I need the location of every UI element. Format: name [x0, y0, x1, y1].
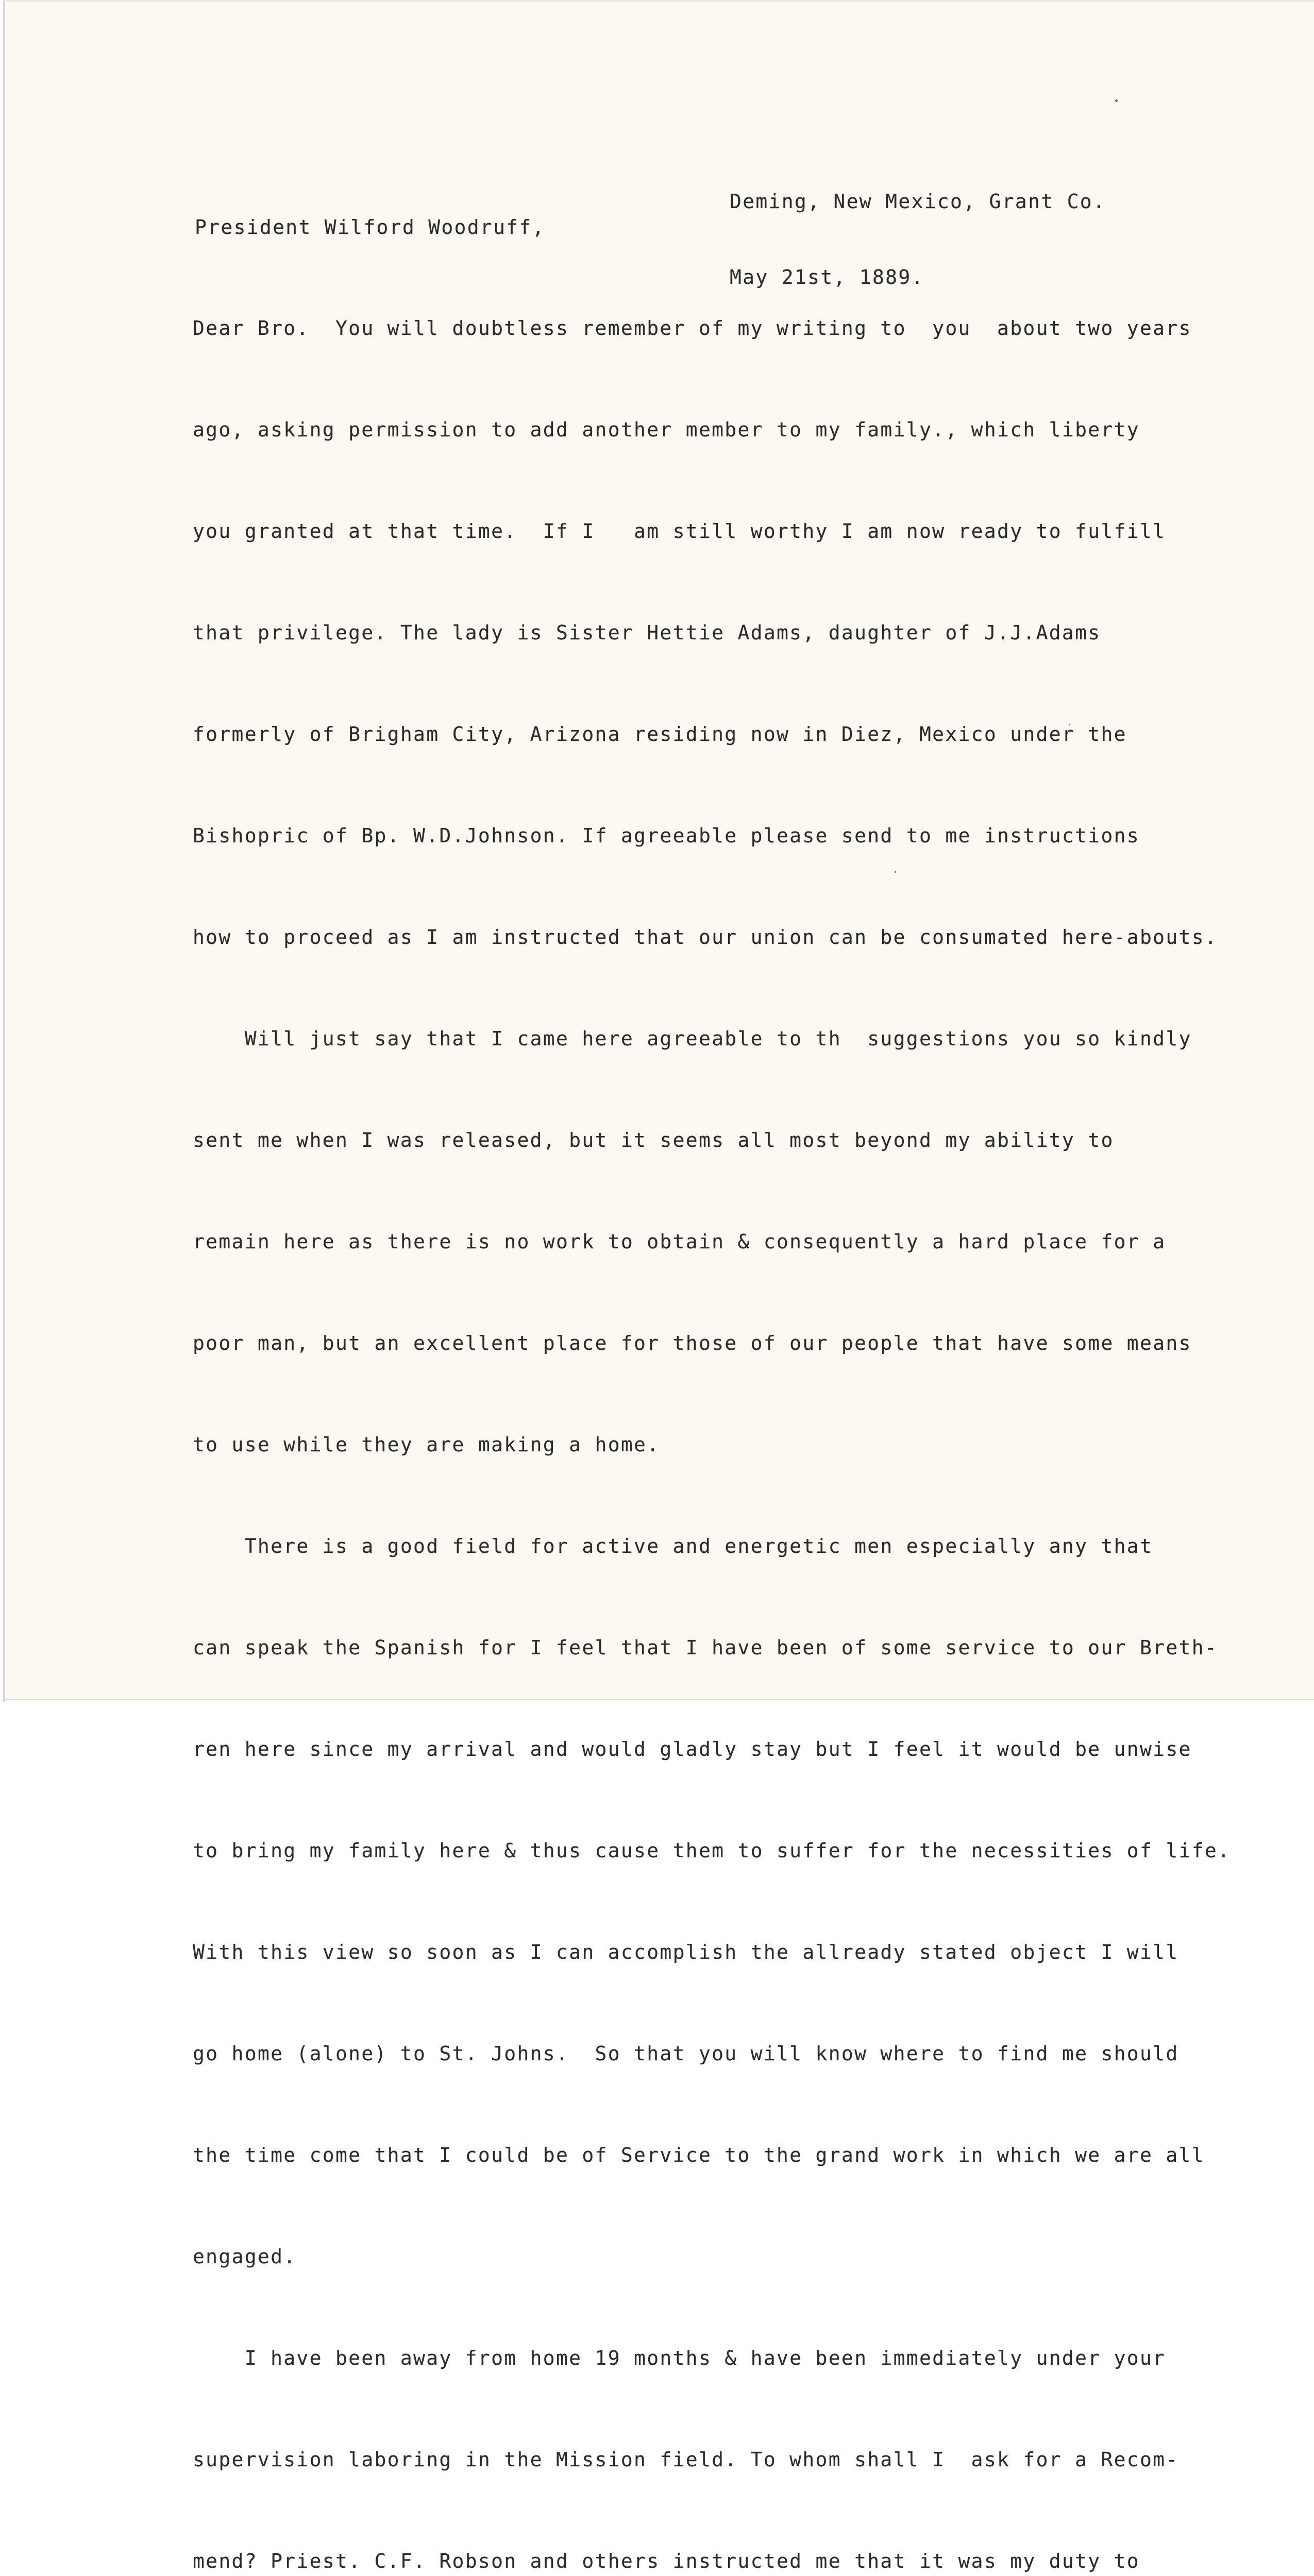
- paper-speck: [1115, 99, 1118, 102]
- letter-date: May 21st, 1889.: [730, 266, 924, 289]
- body-line: the time come that I could be of Service to the grand work in which we are all: [193, 2144, 1205, 2166]
- body-line: that privilege. The lady is Sister Hettie Adams, daughter of J.J.Adams: [193, 621, 1101, 644]
- body-line: to use while they are making a home.: [193, 1433, 660, 1456]
- letter-page: [3, 0, 1314, 2572]
- body-line: can speak the Spanish for I feel that I have been of some service to our Breth-: [193, 1636, 1218, 1659]
- addressee: President Wilford Woodruff,: [195, 216, 545, 239]
- letter-body: [193, 265, 1231, 2576]
- body-line: I have been away from home 19 months & have been immediately under your: [193, 2347, 1166, 2369]
- body-line: There is a good field for active and energetic men especially any that: [193, 1535, 1153, 1557]
- body-line: formerly of Brigham City, Arizona residing now in Diez, Mexico under the: [193, 723, 1127, 745]
- letter-place: Deming, New Mexico, Grant Co.: [730, 190, 1106, 213]
- body-line: ren here since my arrival and would gladly stay but I feel it would be unwise: [193, 1738, 1192, 1760]
- body-line: poor man, but an excellent place for those of our people that have some means: [193, 1332, 1192, 1354]
- body-line: how to proceed as I am instructed that our union can be consumated here-abouts.: [193, 926, 1218, 948]
- body-line: Will just say that I came here agreeable to th suggestions you so kindly: [193, 1027, 1192, 1050]
- body-line: go home (alone) to St. Johns. So that you will know where to find me should: [193, 2042, 1179, 2065]
- body-line: engaged.: [193, 2245, 297, 2268]
- body-line: supervision laboring in the Mission field. To whom shall I ask for a Recom-: [193, 2448, 1179, 2471]
- body-line: Bishopric of Bp. W.D.Johnson. If agreeable please send to me instructions: [193, 824, 1140, 847]
- body-line: to bring my family here & thus cause them to suffer for the necessities of life.: [193, 1839, 1231, 1862]
- body-line: you granted at that time. If I am still worthy I am now ready to fulfill: [193, 520, 1166, 543]
- body-line: ago, asking permission to add another member to my family., which liberty: [193, 418, 1140, 441]
- page-edge: [3, 2, 5, 1702]
- body-line: Dear Bro. You will doubtless remember of my writing to you about two years: [193, 317, 1192, 340]
- body-line: sent me when I was released, but it seems all most beyond my ability to: [193, 1129, 1114, 1151]
- body-line: With this view so soon as I can accomplish the allready stated object I will: [193, 1941, 1179, 1963]
- body-line: mend? Priest. C.F. Robson and others instructed me that it was my duty to: [193, 2550, 1140, 2572]
- body-line: remain here as there is no work to obtain & consequently a hard place for a: [193, 1230, 1166, 1253]
